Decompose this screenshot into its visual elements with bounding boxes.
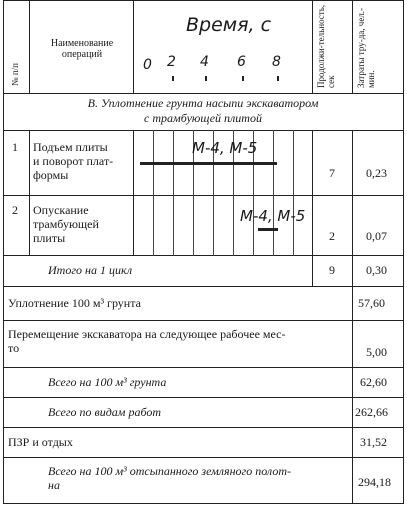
duration-col-header: Продолжи-тельность, сек <box>316 4 336 88</box>
summary-label: Всего на 100 м³ грунта <box>48 375 167 389</box>
labor-value: 0,23 <box>366 166 387 180</box>
summary-label: ПЗР и отдых <box>8 435 73 449</box>
duration-value: 7 <box>329 166 335 180</box>
summary-value: 62,60 <box>360 375 387 389</box>
cycle-total-duration: 9 <box>329 263 335 277</box>
num-col-header: № п/п <box>10 63 20 86</box>
time-tick: 0 <box>143 57 152 73</box>
labor-col-header: Затраты тру-да, чел.-мин. <box>356 7 376 88</box>
summary-value: 294,18 <box>358 475 391 489</box>
summary-value: 5,00 <box>366 345 387 359</box>
summary-label: Всего по видам работ <box>48 405 161 419</box>
labor-value: 0,07 <box>366 229 387 243</box>
time-tick: 2 <box>167 54 176 70</box>
summary-value: 57,60 <box>358 296 385 310</box>
time-title: Время, с <box>186 14 272 36</box>
summary-value: 262,66 <box>355 405 388 419</box>
summary-label: Перемещение экскаватора на следующее рабочее мес- <box>8 327 286 341</box>
duration-value: 2 <box>329 229 335 243</box>
gantt-bar <box>140 162 277 165</box>
gantt-label: М-4, М-5 <box>192 139 258 157</box>
time-tick: 8 <box>272 54 281 70</box>
operation-name: Опускание <box>33 203 89 217</box>
operation-name: трамбующей <box>33 217 99 231</box>
time-tick: 4 <box>200 54 209 70</box>
operation-name: формы <box>33 168 69 182</box>
gantt-bar <box>258 228 278 231</box>
operation-name: и поворот плат- <box>33 154 114 168</box>
time-tick: 6 <box>237 54 246 70</box>
row-number: 1 <box>12 140 18 154</box>
cycle-total-labor: 0,30 <box>366 263 387 277</box>
operation-name: плиты <box>33 231 66 245</box>
name-col-header: Наименование операций <box>50 38 114 60</box>
row-number: 2 <box>12 203 18 217</box>
cycle-total-label: Итого на 1 цикл <box>48 263 133 277</box>
operation-name: Подъем плиты <box>33 140 108 154</box>
summary-label: Уплотнение 100 м³ грунта <box>8 296 141 310</box>
summary-value: 31,52 <box>360 435 387 449</box>
summary-label: на <box>48 478 60 492</box>
summary-label: то <box>8 341 20 355</box>
summary-label: Всего на 100 м³ отсыпанного земляного полот- <box>48 464 291 478</box>
gantt-label: М-4, М-5 <box>240 207 306 225</box>
